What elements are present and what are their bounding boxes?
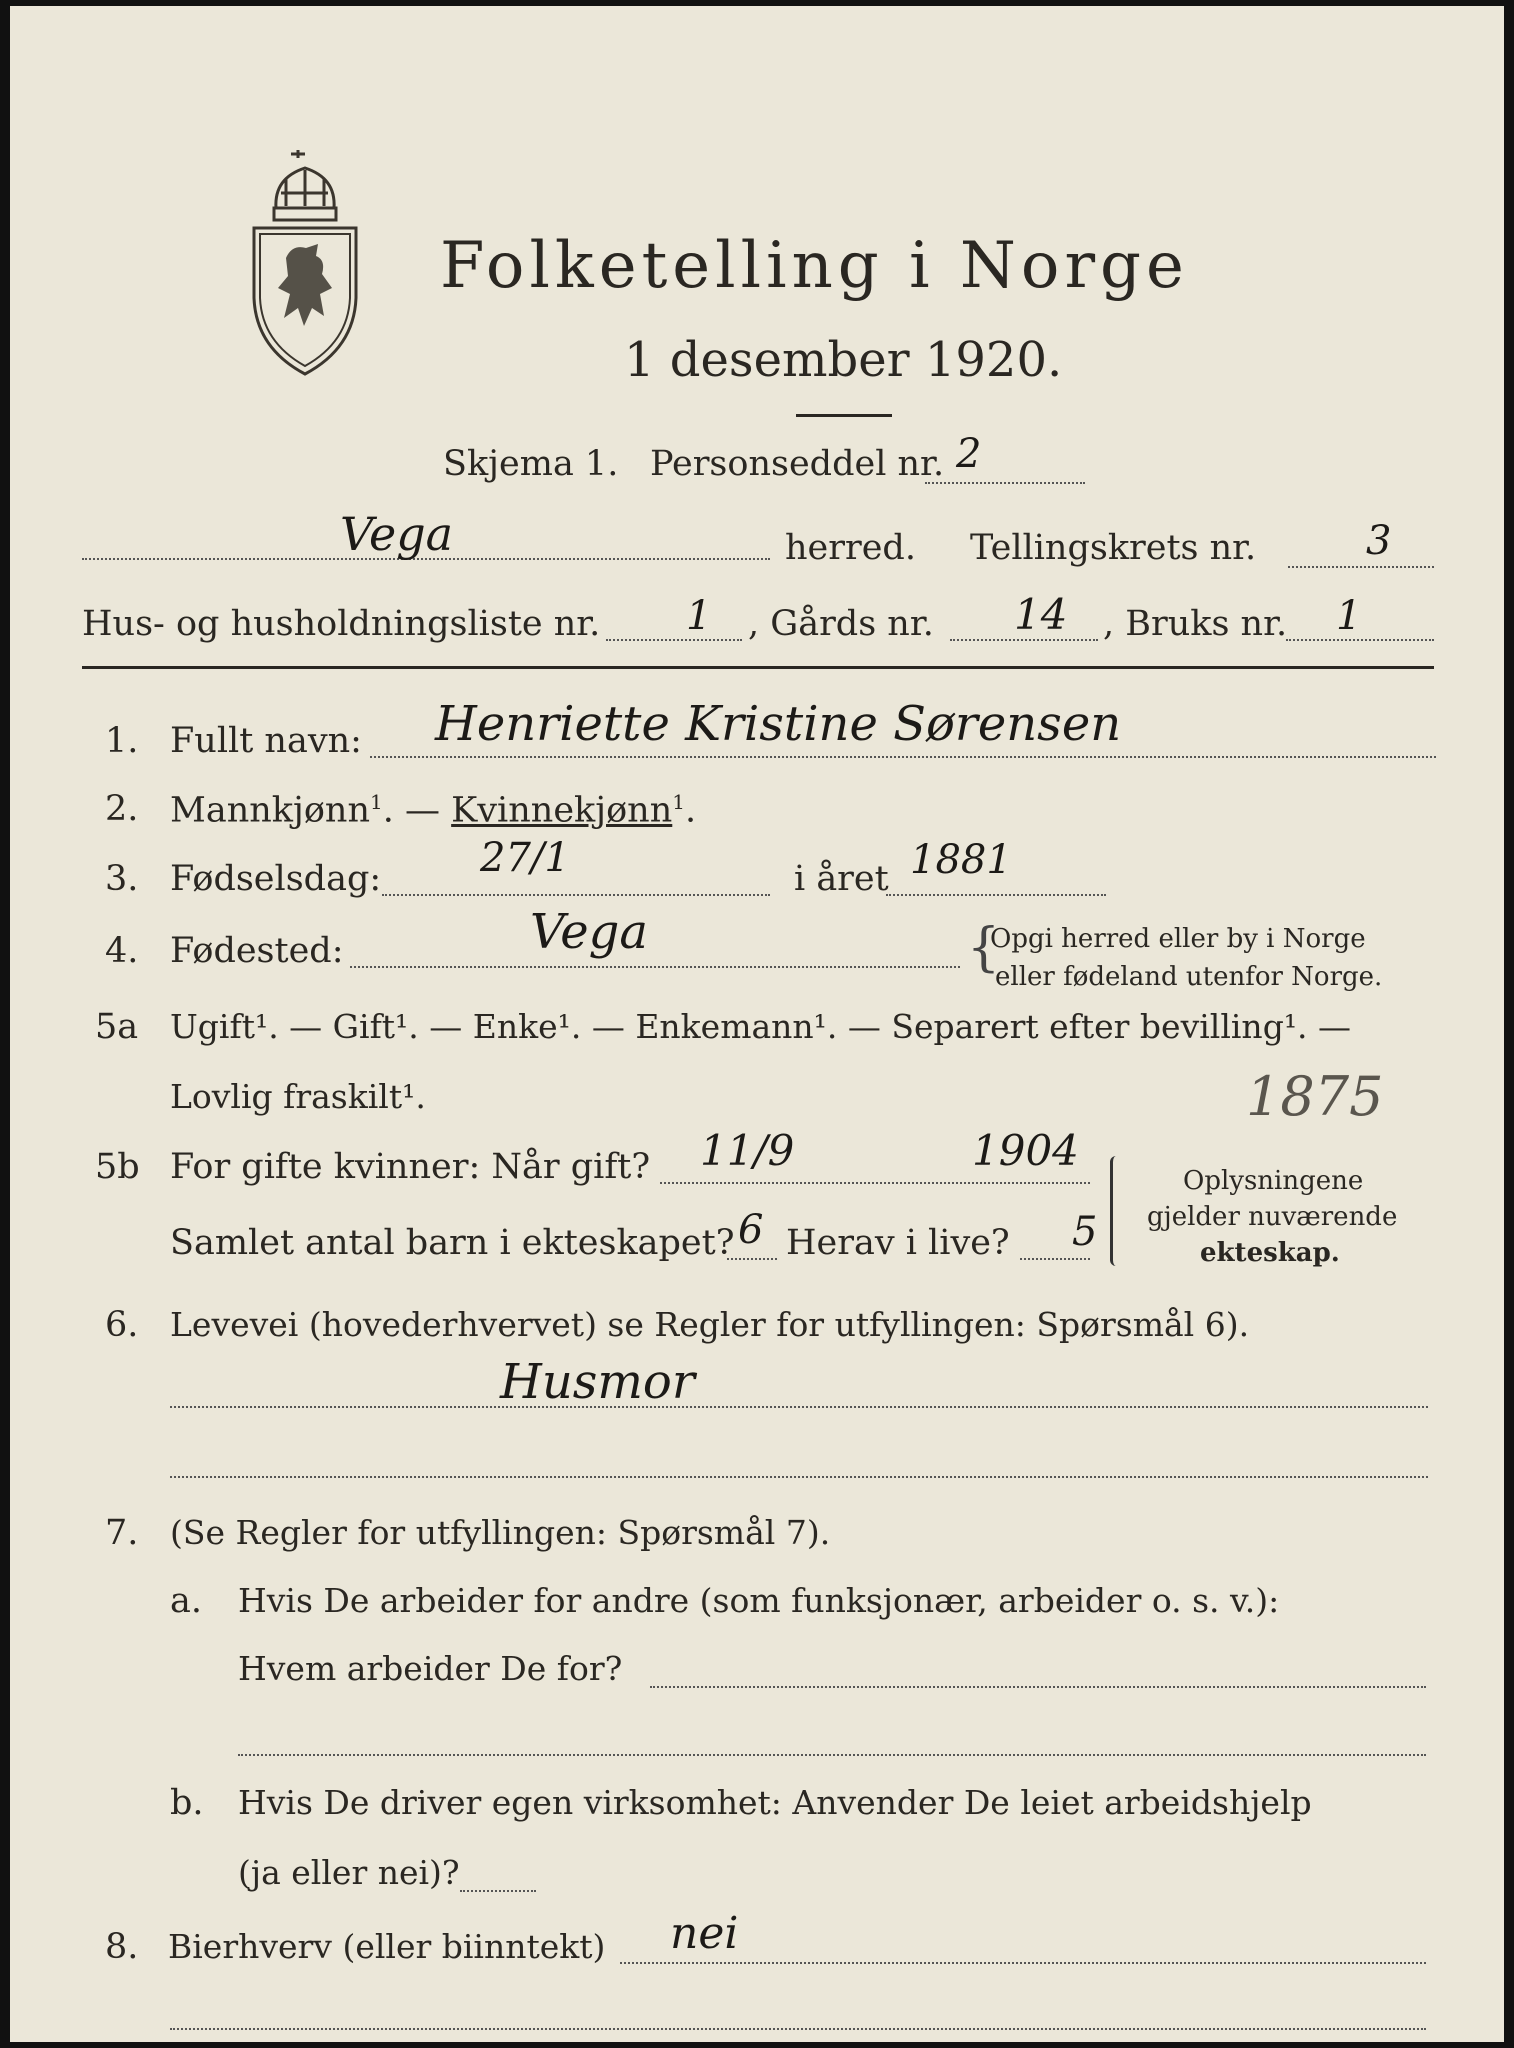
q5b-married-year: 1904 xyxy=(972,1126,1079,1175)
q6-value: Husmor xyxy=(500,1354,695,1410)
q4-value: Vega xyxy=(530,904,649,960)
q8-line-extra xyxy=(170,2028,1426,2030)
q5b-children-value: 6 xyxy=(738,1207,764,1253)
q5a-margin-note: 1875 xyxy=(1246,1065,1384,1128)
q7b-line1: Hvis De driver egen virksomhet: Anvender De leiet arbeidshjelp xyxy=(238,1783,1312,1822)
q8-label: Bierhverv (eller biinntekt) xyxy=(168,1927,606,1966)
personseddel-line xyxy=(925,482,1085,484)
q5b-note-line1: Oplysningene xyxy=(1183,1166,1364,1196)
form-title: Folketelling i Norge xyxy=(440,229,1189,303)
q3-line xyxy=(382,894,770,896)
q2-male-option: Mannkjønn xyxy=(170,790,371,831)
q6-line2 xyxy=(170,1476,1428,1478)
q4-note-line1: Opgi herred eller by i Norge xyxy=(990,924,1366,954)
gards-label: , Gårds nr. xyxy=(748,604,934,644)
q8-line xyxy=(620,1962,1426,1964)
q5b-alive-line xyxy=(1020,1258,1090,1260)
q7a-letter: a. xyxy=(170,1581,202,1621)
q7b-line2: (ja eller nei)? xyxy=(238,1853,460,1892)
coat-of-arms-icon xyxy=(246,148,364,378)
q1-value: Henriette Kristine Sørensen xyxy=(435,696,1122,752)
q5b-alive-value: 5 xyxy=(1072,1209,1098,1255)
q3-year-value: 1881 xyxy=(910,837,1012,883)
bruks-line xyxy=(1286,639,1434,641)
hus-value: 1 xyxy=(686,593,712,639)
q7a-line1: Hvis De arbeider for andre (som funksjonær, arbeider o. s. v.): xyxy=(238,1581,1280,1620)
tellingskrets-line xyxy=(1288,566,1434,568)
q4-note-line2: eller fødeland utenfor Norge. xyxy=(995,962,1383,992)
q6-number: 6. xyxy=(105,1305,139,1345)
q5b-number: 5b xyxy=(95,1147,140,1187)
q3-year-label: i året xyxy=(794,859,889,899)
q7a-line xyxy=(650,1686,1426,1688)
hus-label: Hus- og husholdningsliste nr. xyxy=(82,604,601,644)
personseddel-label: Personseddel nr. xyxy=(650,444,945,484)
gards-value: 14 xyxy=(1014,590,1068,639)
q5b-alive-label: Herav i live? xyxy=(786,1223,1010,1263)
q5b-note-brace xyxy=(1110,1156,1123,1266)
herred-label: herred. xyxy=(785,528,916,568)
q5b-children-label: Samlet antal barn i ekteskapet? xyxy=(170,1223,735,1263)
bruks-value: 1 xyxy=(1336,593,1362,639)
q8-number: 8. xyxy=(105,1927,139,1967)
q3-year-line xyxy=(886,894,1106,896)
q4-label: Fødested: xyxy=(170,931,344,971)
q7-number: 7. xyxy=(105,1513,139,1553)
q7a-line2: Hvem arbeider De for? xyxy=(238,1649,623,1688)
q5b-label: For gifte kvinner: Når gift? xyxy=(170,1147,651,1187)
herred-value: Vega xyxy=(340,507,454,561)
q7b-line xyxy=(460,1890,536,1892)
q5b-children-line xyxy=(727,1258,777,1260)
q7-label: (Se Regler for utfyllingen: Spørsmål 7). xyxy=(170,1513,831,1552)
q5b-note-line2: gjelder nuværende xyxy=(1147,1202,1398,1232)
q5a-marital-options: Ugift¹. — Gift¹. — Enke¹. — Enkemann¹. — Separert efter bevilling¹. — xyxy=(170,1007,1352,1046)
q3-label: Fødselsdag: xyxy=(170,859,382,899)
q2-number: 2. xyxy=(105,789,139,829)
schema-label: Skjema 1. xyxy=(443,444,619,484)
form-date: 1 desember 1920. xyxy=(624,332,1063,388)
q2-gender-options: Mannkjønn$^1$. — Kvinnekjønn$^1$. xyxy=(170,790,697,831)
q6-label: Levevei (hovederhvervet) se Regler for utfyllingen: Spørsmål 6). xyxy=(170,1305,1250,1344)
census-form-sheet xyxy=(10,6,1504,2042)
q4-line xyxy=(350,966,960,968)
personseddel-value: 2 xyxy=(956,431,982,477)
q5b-married-day: 11/9 xyxy=(700,1126,795,1175)
q7a-line-extra xyxy=(238,1754,1426,1756)
q3-value: 27/1 xyxy=(480,835,570,881)
hus-line xyxy=(606,639,742,641)
q7b-letter: b. xyxy=(170,1783,204,1823)
bruks-label: , Bruks nr. xyxy=(1103,604,1288,644)
header-divider xyxy=(82,666,1434,669)
title-divider xyxy=(796,414,892,417)
q5b-married-line xyxy=(660,1182,1090,1184)
tellingskrets-value: 3 xyxy=(1366,518,1392,564)
q5a-number: 5a xyxy=(95,1007,139,1047)
q1-label: Fullt navn: xyxy=(170,721,362,761)
q1-line xyxy=(370,756,1436,758)
q5b-note-line3: ekteskap. xyxy=(1200,1238,1340,1268)
q5a-marital-options-cont: Lovlig fraskilt¹. xyxy=(170,1077,426,1116)
q3-number: 3. xyxy=(105,859,139,899)
tellingskrets-label: Tellingskrets nr. xyxy=(970,528,1257,568)
q1-number: 1. xyxy=(105,721,139,761)
gards-line xyxy=(950,639,1098,641)
q4-note-brace: { xyxy=(967,918,1001,978)
q4-number: 4. xyxy=(105,931,139,971)
q6-line1 xyxy=(170,1406,1428,1408)
q2-female-option: Kvinnekjønn xyxy=(451,790,673,831)
q8-value: nei xyxy=(670,1908,739,1959)
